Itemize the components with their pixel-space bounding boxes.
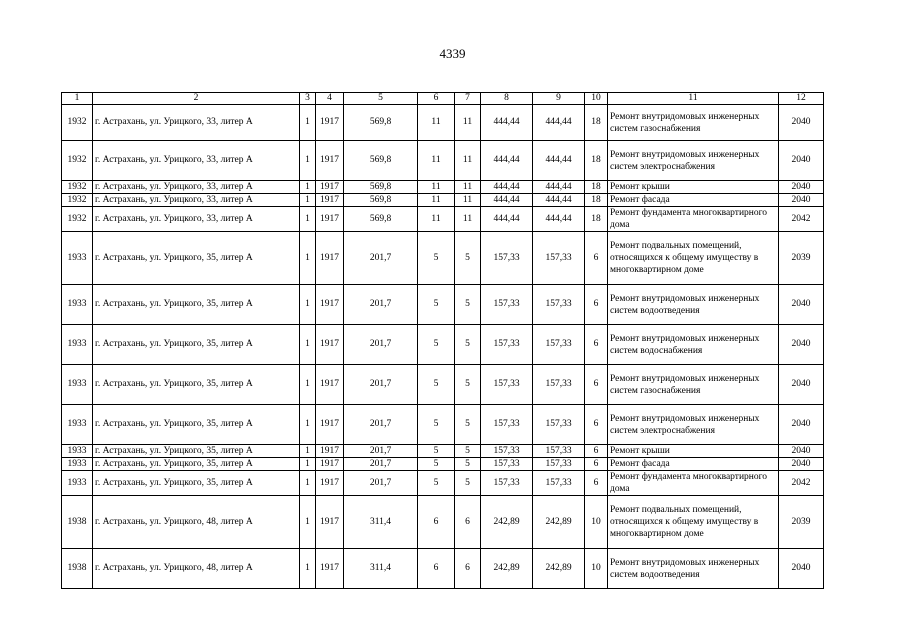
col-9-value: 157,33: [533, 285, 585, 325]
building-id: 1933: [62, 325, 93, 365]
address: г. Астрахань, ул. Урицкого, 33, литер А: [93, 181, 300, 194]
total-area: 311,4: [344, 496, 418, 549]
address: г. Астрахань, ул. Урицкого, 35, литер А: [93, 365, 300, 405]
col-6-value: 11: [418, 181, 455, 194]
total-area: 311,4: [344, 549, 418, 589]
table-row: [62, 207, 824, 232]
building-id: 1938: [62, 496, 93, 549]
table-row: [62, 405, 824, 445]
col-7-value: 11: [455, 181, 481, 194]
total-area: 201,7: [344, 405, 418, 445]
col-10-value: 18: [585, 105, 608, 141]
column-number: 3: [300, 93, 316, 105]
col-8-value: 157,33: [481, 405, 533, 445]
planned-year: 2040: [779, 458, 824, 471]
col-6-value: 5: [418, 445, 455, 458]
address: г. Астрахань, ул. Урицкого, 35, литер А: [93, 471, 300, 496]
unit-count: 1: [300, 194, 316, 207]
col-6-value: 11: [418, 207, 455, 232]
col-8-value: 157,33: [481, 325, 533, 365]
col-10-value: 18: [585, 181, 608, 194]
planned-year: 2040: [779, 285, 824, 325]
col-6-value: 11: [418, 105, 455, 141]
total-area: 569,8: [344, 105, 418, 141]
planned-year: 2040: [779, 194, 824, 207]
building-id: 1932: [62, 181, 93, 194]
unit-count: 1: [300, 458, 316, 471]
col-7-value: 5: [455, 325, 481, 365]
col-9-value: 157,33: [533, 232, 585, 285]
col-8-value: 242,89: [481, 549, 533, 589]
col-8-value: 157,33: [481, 232, 533, 285]
col-8-value: 444,44: [481, 105, 533, 141]
year-built: 1917: [316, 405, 344, 445]
work-type: Ремонт фундамента многоквартирного дома: [608, 471, 779, 496]
building-id: 1932: [62, 105, 93, 141]
year-built: 1917: [316, 194, 344, 207]
year-built: 1917: [316, 445, 344, 458]
total-area: 201,7: [344, 232, 418, 285]
unit-count: 1: [300, 285, 316, 325]
col-10-value: 6: [585, 445, 608, 458]
planned-year: 2039: [779, 496, 824, 549]
col-8-value: 157,33: [481, 458, 533, 471]
col-10-value: 6: [585, 365, 608, 405]
col-7-value: 5: [455, 471, 481, 496]
col-10-value: 6: [585, 405, 608, 445]
col-10-value: 18: [585, 141, 608, 181]
col-10-value: 6: [585, 232, 608, 285]
address: г. Астрахань, ул. Урицкого, 35, литер А: [93, 325, 300, 365]
column-number: 1: [62, 93, 93, 105]
col-6-value: 6: [418, 549, 455, 589]
building-id: 1933: [62, 471, 93, 496]
table-row: [62, 181, 824, 194]
address: г. Астрахань, ул. Урицкого, 48, литер А: [93, 549, 300, 589]
building-id: 1933: [62, 365, 93, 405]
col-7-value: 5: [455, 458, 481, 471]
building-id: 1938: [62, 549, 93, 589]
table-row: [62, 285, 824, 325]
col-9-value: 242,89: [533, 549, 585, 589]
total-area: 569,8: [344, 207, 418, 232]
address: г. Астрахань, ул. Урицкого, 33, литер А: [93, 207, 300, 232]
col-7-value: 6: [455, 496, 481, 549]
unit-count: 1: [300, 232, 316, 285]
page-number: 4339: [439, 46, 466, 61]
col-10-value: 6: [585, 285, 608, 325]
repair-schedule-table: [61, 92, 824, 589]
col-9-value: 444,44: [533, 207, 585, 232]
total-area: 201,7: [344, 458, 418, 471]
column-number: 8: [481, 93, 533, 105]
col-10-value: 6: [585, 325, 608, 365]
work-type: Ремонт внутридомовых инженерных систем газоснабжения: [608, 365, 779, 405]
col-9-value: 157,33: [533, 458, 585, 471]
col-10-value: 6: [585, 471, 608, 496]
col-7-value: 11: [455, 141, 481, 181]
year-built: 1917: [316, 549, 344, 589]
table-row: [62, 458, 824, 471]
unit-count: 1: [300, 181, 316, 194]
work-type: Ремонт подвальных помещений, относящихся к общему имуществу в многоквартирном доме: [608, 496, 779, 549]
column-number: 2: [93, 93, 300, 105]
table-row: [62, 232, 824, 285]
work-type: Ремонт фасада: [608, 458, 779, 471]
col-8-value: 444,44: [481, 141, 533, 181]
col-9-value: 444,44: [533, 194, 585, 207]
col-10-value: 10: [585, 549, 608, 589]
year-built: 1917: [316, 141, 344, 181]
planned-year: 2040: [779, 405, 824, 445]
building-id: 1933: [62, 405, 93, 445]
col-8-value: 242,89: [481, 496, 533, 549]
col-10-value: 10: [585, 496, 608, 549]
col-10-value: 6: [585, 458, 608, 471]
year-built: 1917: [316, 285, 344, 325]
unit-count: 1: [300, 471, 316, 496]
col-9-value: 242,89: [533, 496, 585, 549]
column-number: 5: [344, 93, 418, 105]
building-id: 1932: [62, 207, 93, 232]
column-number: 7: [455, 93, 481, 105]
year-built: 1917: [316, 458, 344, 471]
col-7-value: 5: [455, 405, 481, 445]
total-area: 201,7: [344, 285, 418, 325]
unit-count: 1: [300, 496, 316, 549]
col-9-value: 444,44: [533, 141, 585, 181]
year-built: 1917: [316, 496, 344, 549]
address: г. Астрахань, ул. Урицкого, 33, литер А: [93, 105, 300, 141]
col-7-value: 5: [455, 365, 481, 405]
year-built: 1917: [316, 181, 344, 194]
year-built: 1917: [316, 325, 344, 365]
total-area: 201,7: [344, 325, 418, 365]
address: г. Астрахань, ул. Урицкого, 33, литер А: [93, 194, 300, 207]
col-6-value: 5: [418, 285, 455, 325]
col-6-value: 5: [418, 471, 455, 496]
address: г. Астрахань, ул. Урицкого, 35, литер А: [93, 458, 300, 471]
building-id: 1932: [62, 141, 93, 181]
col-6-value: 5: [418, 325, 455, 365]
total-area: 569,8: [344, 141, 418, 181]
address: г. Астрахань, ул. Урицкого, 35, литер А: [93, 285, 300, 325]
column-number: 4: [316, 93, 344, 105]
year-built: 1917: [316, 471, 344, 496]
col-6-value: 5: [418, 232, 455, 285]
address: г. Астрахань, ул. Урицкого, 35, литер А: [93, 405, 300, 445]
col-6-value: 5: [418, 365, 455, 405]
col-7-value: 5: [455, 445, 481, 458]
planned-year: 2040: [779, 325, 824, 365]
col-10-value: 18: [585, 207, 608, 232]
col-8-value: 157,33: [481, 285, 533, 325]
work-type: Ремонт внутридомовых инженерных систем водоотведения: [608, 549, 779, 589]
work-type: Ремонт внутридомовых инженерных систем электроснабжения: [608, 141, 779, 181]
planned-year: 2042: [779, 471, 824, 496]
col-8-value: 444,44: [481, 207, 533, 232]
building-id: 1933: [62, 232, 93, 285]
col-7-value: 5: [455, 232, 481, 285]
col-6-value: 11: [418, 141, 455, 181]
col-9-value: 157,33: [533, 405, 585, 445]
work-type: Ремонт фундамента многоквартирного дома: [608, 207, 779, 232]
col-9-value: 157,33: [533, 471, 585, 496]
unit-count: 1: [300, 105, 316, 141]
col-9-value: 444,44: [533, 105, 585, 141]
planned-year: 2040: [779, 549, 824, 589]
column-number: 6: [418, 93, 455, 105]
unit-count: 1: [300, 207, 316, 232]
column-number: 11: [608, 93, 779, 105]
building-id: 1933: [62, 285, 93, 325]
table-row: [62, 105, 824, 141]
col-8-value: 157,33: [481, 365, 533, 405]
col-7-value: 11: [455, 194, 481, 207]
planned-year: 2040: [779, 445, 824, 458]
column-number: 10: [585, 93, 608, 105]
col-6-value: 11: [418, 194, 455, 207]
total-area: 569,8: [344, 181, 418, 194]
work-type: Ремонт подвальных помещений, относящихся к общему имуществу в многоквартирном доме: [608, 232, 779, 285]
planned-year: 2040: [779, 181, 824, 194]
address: г. Астрахань, ул. Урицкого, 48, литер А: [93, 496, 300, 549]
year-built: 1917: [316, 232, 344, 285]
planned-year: 2040: [779, 365, 824, 405]
unit-count: 1: [300, 549, 316, 589]
column-number: 9: [533, 93, 585, 105]
total-area: 201,7: [344, 471, 418, 496]
table-row: [62, 325, 824, 365]
col-10-value: 18: [585, 194, 608, 207]
planned-year: 2039: [779, 232, 824, 285]
column-number: 12: [779, 93, 824, 105]
table-row: [62, 445, 824, 458]
table-row: [62, 549, 824, 589]
col-7-value: 11: [455, 105, 481, 141]
col-9-value: 157,33: [533, 365, 585, 405]
col-9-value: 157,33: [533, 325, 585, 365]
table-row: [62, 496, 824, 549]
unit-count: 1: [300, 445, 316, 458]
work-type: Ремонт внутридомовых инженерных систем водоснабжения: [608, 325, 779, 365]
table-row: [62, 194, 824, 207]
building-id: 1932: [62, 194, 93, 207]
work-type: Ремонт внутридомовых инженерных систем водоотведения: [608, 285, 779, 325]
col-6-value: 5: [418, 458, 455, 471]
year-built: 1917: [316, 207, 344, 232]
col-7-value: 5: [455, 285, 481, 325]
table-row: [62, 141, 824, 181]
unit-count: 1: [300, 325, 316, 365]
total-area: 569,8: [344, 194, 418, 207]
col-7-value: 6: [455, 549, 481, 589]
planned-year: 2040: [779, 141, 824, 181]
col-6-value: 5: [418, 405, 455, 445]
unit-count: 1: [300, 365, 316, 405]
building-id: 1933: [62, 458, 93, 471]
column-number-row: [62, 93, 824, 105]
address: г. Астрахань, ул. Урицкого, 35, литер А: [93, 232, 300, 285]
year-built: 1917: [316, 105, 344, 141]
col-8-value: 444,44: [481, 181, 533, 194]
unit-count: 1: [300, 141, 316, 181]
planned-year: 2042: [779, 207, 824, 232]
col-8-value: 444,44: [481, 194, 533, 207]
col-9-value: 157,33: [533, 445, 585, 458]
building-id: 1933: [62, 445, 93, 458]
work-type: Ремонт внутридомовых инженерных систем электроснабжения: [608, 405, 779, 445]
address: г. Астрахань, ул. Урицкого, 33, литер А: [93, 141, 300, 181]
address: г. Астрахань, ул. Урицкого, 35, литер А: [93, 445, 300, 458]
work-type: Ремонт внутридомовых инженерных систем газоснабжения: [608, 105, 779, 141]
col-8-value: 157,33: [481, 445, 533, 458]
col-6-value: 6: [418, 496, 455, 549]
total-area: 201,7: [344, 365, 418, 405]
planned-year: 2040: [779, 105, 824, 141]
work-type: Ремонт крыши: [608, 181, 779, 194]
work-type: Ремонт крыши: [608, 445, 779, 458]
col-7-value: 11: [455, 207, 481, 232]
col-9-value: 444,44: [533, 181, 585, 194]
table-row: [62, 365, 824, 405]
work-type: Ремонт фасада: [608, 194, 779, 207]
unit-count: 1: [300, 405, 316, 445]
year-built: 1917: [316, 365, 344, 405]
col-8-value: 157,33: [481, 471, 533, 496]
table-row: [62, 471, 824, 496]
total-area: 201,7: [344, 445, 418, 458]
